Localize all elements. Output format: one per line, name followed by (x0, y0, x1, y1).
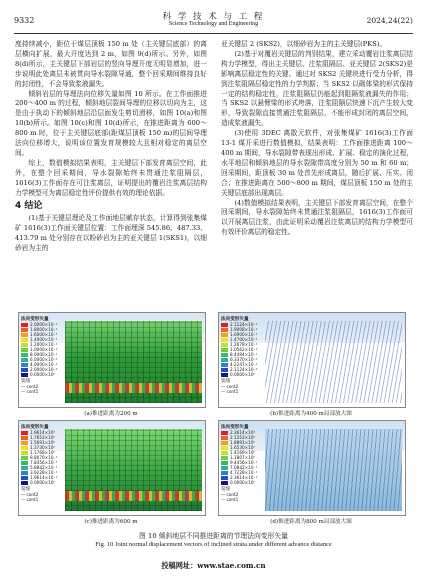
legend-value: 9.4456×10⁻¹ (230, 460, 258, 465)
legend-swatch (21, 456, 28, 460)
legend-note-item: — cont1 (221, 497, 239, 502)
legend-value: 8.4494×10⁻² (230, 352, 258, 357)
legend-swatch (221, 446, 228, 450)
goaf-strip (65, 383, 202, 393)
goaf-strip (65, 491, 202, 501)
page-header (14, 7, 413, 34)
legend (221, 425, 263, 502)
legend-value: 2.1124×10⁻² (230, 367, 258, 372)
legend-swatch (221, 368, 228, 372)
legend-swatch (21, 431, 28, 435)
legend-entry (21, 480, 63, 485)
legend (21, 317, 63, 394)
legend-note-item: — cont2 (221, 384, 239, 389)
legend-value: 1.8000×10⁻¹ (30, 327, 58, 332)
legend-note-item: — cont1 (221, 389, 239, 394)
legend-value: 1.0562×10⁻¹ (230, 347, 258, 352)
legend-value: 2.1124×10⁻¹ (230, 322, 258, 327)
legend (221, 317, 263, 394)
legend-value: 2.0000×10⁻² (30, 367, 58, 372)
legend-swatch (21, 436, 28, 440)
legend-swatch (21, 476, 28, 480)
vector-field (265, 321, 402, 403)
legend-title: 法向变形矢量 (21, 317, 49, 322)
legend-swatch (21, 368, 28, 372)
journal-title: 科 学 技 术 与 工 程 (162, 12, 265, 22)
legend-swatch (221, 476, 228, 480)
legend-value: 1.6900×10⁻¹ (230, 332, 258, 337)
legend-swatch (221, 328, 228, 332)
section-heading: 4 结论 (15, 200, 43, 211)
legend-value: 1.2678×10⁻¹ (230, 342, 258, 347)
legend-value: 1.8891×10⁰ (230, 440, 256, 445)
legend-note: 裂缝 (221, 379, 231, 384)
legend-value: 7.8456×10⁻¹ (30, 460, 58, 465)
figure-caption-en: Fig. 10 Joint normal displacement vectors of inclined strata under different advance distance (95, 541, 332, 548)
paragraph: 综上，数值模拟结果表明，主关键层下部发育离层空间，此外，在整个回采期间，导水裂隙始终未贯通注浆阻隔层，1616(3)工作面存在可注浆离层，证明提出的覆岩注浆离层结构力学模型可为离层稳定性评价提供有效的理论依据。 (15, 158, 207, 197)
legend-swatch (21, 441, 28, 445)
legend-note-item: — cont1 (21, 497, 39, 502)
legend-swatch (221, 323, 228, 327)
legend-value: 1.6530×10⁰ (230, 445, 256, 450)
legend-swatch (221, 363, 228, 367)
legend-value: 4.7228×10⁻¹ (230, 470, 258, 475)
paragraph: 亚关键层 2 (SKS2)，以细砂岩为主的主关键层(PKS)。 (221, 40, 387, 48)
legend-swatch (21, 328, 28, 332)
legend-note-item: — cont1 (21, 389, 39, 394)
legend-title: 法向变形矢量 (221, 317, 249, 322)
legend-swatch (21, 343, 28, 347)
legend-swatch (221, 451, 228, 455)
figure-10 (18, 312, 408, 527)
legend-swatch (21, 363, 28, 367)
legend-value: 4.2247×10⁻² (230, 362, 258, 367)
right-column (221, 40, 413, 238)
left-column (15, 40, 207, 254)
legend-value: 1.4000×10⁻¹ (30, 337, 58, 342)
legend-swatch (221, 333, 228, 337)
legend-value: 0.0000×10⁰ (30, 372, 56, 377)
legend-swatch (21, 471, 28, 475)
legend-value: 8.0000×10⁻² (30, 352, 58, 357)
legend-note-item: — cont2 (21, 492, 39, 497)
legend-value: 2.3614×10⁰ (230, 430, 256, 435)
legend-value: 0.0000×10⁰ (230, 480, 256, 485)
legend-swatch (21, 358, 28, 362)
legend-value: 1.7653×10⁰ (30, 435, 56, 440)
paragraph: (2)基于对覆岩关键层的判别结果，建立采动覆岩注浆离层结构力学模型，得出主关键层、注浆阻隔层、亚关键层 2(SKS2)是影响离层稳定性的关键。通过对 SKS2 关键块进行受力分析，得到注浆阻隔层稳定性的力学判据；当 SKS2 以砌体梁的形式保持一定的结构稳定性，注浆阻隔层仍能起到阻隔浆液漏失的作用；当 SKS2 以悬臂梁的形式垮落，注浆阻隔层快速下沉产生较大变形，导致裂隙直接贯通注浆阻隔层，不能形成封闭的离层空间，造成浆液漏失。 (221, 49, 413, 128)
legend-value: 1.9614×10⁰ (30, 430, 56, 435)
legend-value: 2.1253×10⁰ (230, 435, 256, 440)
legend-value: 1.0000×10⁻¹ (30, 347, 58, 352)
legend-swatch (221, 471, 228, 475)
legend-swatch (221, 373, 228, 377)
issue-info: 2024,24(22) (366, 16, 413, 25)
legend-swatch (221, 466, 228, 470)
legend-value: 0.0000×10⁰ (230, 372, 256, 377)
legend-value: 0.0000×10⁰ (30, 480, 56, 485)
legend-value: 7.0842×10⁻¹ (230, 465, 258, 470)
figure-panel-b (218, 312, 406, 408)
legend-swatch (221, 358, 228, 362)
legend-swatch (221, 481, 228, 485)
legend-swatch (21, 353, 28, 357)
legend-value: 2.0000×10⁻¹ (30, 322, 58, 327)
vector-field (265, 429, 402, 511)
legend-note: 裂缝 (221, 487, 231, 492)
legend-value: 1.6000×10⁻¹ (30, 332, 58, 337)
legend-value: 9.8070×10⁻¹ (30, 455, 58, 460)
legend-swatch (221, 338, 228, 342)
legend-entry (221, 480, 263, 485)
legend-value: 1.1768×10⁰ (30, 450, 56, 455)
page-number: 9332 (14, 16, 35, 25)
legend-swatch (221, 431, 228, 435)
legend-note-item: — cont2 (21, 384, 39, 389)
legend-swatch (21, 338, 28, 342)
legend-swatch (221, 461, 228, 465)
paragraph: (3)使用 3DEC 离散元软件，对张集煤矿 1616(3)工作面 13-1 煤开采进行数值模拟，结果表明：工作面推进距离 100～400 m 期间，导水裂隙带表现出形成、扩展、稳定的演化过程，水平地层和倾斜地层的导水裂隙带高度分别为 50 m 和 60 m；回采期间，距顶板 30 m 处首先形成离层，随后扩展、压实、闭合；在推进距离在 500～800 m 期间，煤层顶板 150 m 处的主关键层底部出现离层。 (221, 129, 413, 197)
figure-panel-a (18, 312, 206, 408)
legend-swatch (221, 456, 228, 460)
figure-panel-c (18, 420, 206, 516)
legend-swatch (21, 348, 28, 352)
legend-swatch (221, 348, 228, 352)
legend-swatch (21, 446, 28, 450)
legend-value: 6.3370×10⁻² (230, 357, 258, 362)
legend-value: 1.5691×10⁰ (30, 440, 56, 445)
legend-value: 1.9008×10⁻¹ (230, 327, 258, 332)
paragraph: 倾斜岩层的导理法向位移矢量如图 10 所示。在工作面推进 200～400 m 的过程，倾斜地层裂间导理的位移以切向为主，这是由于执动下的倾斜地层沿层面发生剪切滑移，如图 10(a)和图 10(b)所示。如图 10(c)和图 10(d)所示，在推进距离为 600～800 m 时，位于主关键层底部(距煤层顶板 150 m)的层间导理法向位移增大，说明该位置发育规模较大且相对稳定的离层空间。 (15, 89, 207, 157)
legend-value: 3.9228×10⁻¹ (30, 470, 58, 475)
legend-swatch (221, 436, 228, 440)
legend-value: 5.8842×10⁻¹ (30, 465, 58, 470)
legend-value: 1.4700×10⁻¹ (230, 337, 258, 342)
legend-value: 1.3730×10⁰ (30, 445, 56, 450)
legend-note: 裂缝 (21, 379, 31, 384)
legend-swatch (21, 333, 28, 337)
panel-caption: (a)推进距离为200 m (84, 411, 138, 417)
legend-entry (21, 372, 63, 377)
legend-swatch (21, 461, 28, 465)
submission-url: 投稿网址：www.stae.com.cn (161, 561, 266, 570)
legend-value: 4.0000×10⁻² (30, 362, 58, 367)
legend-value: 1.4169×10⁰ (230, 450, 256, 455)
figure-panel-d (218, 420, 406, 516)
journal-title-en: Science Technology and Engineering (168, 21, 259, 27)
legend-swatch (21, 323, 28, 327)
legend-swatch (221, 441, 228, 445)
legend-value: 1.9614×10⁻¹ (30, 475, 58, 480)
legend-swatch (21, 451, 28, 455)
legend-swatch (221, 353, 228, 357)
legend (21, 425, 63, 502)
paragraph: (1)基于关键层理论及工作面地层赋存状态，计算得到张集煤矿 1616(3)工作面关键层位置：工作面埋深 545.86、487.33、413.79 m 处分别存在以粉砂岩为主的亚关键层 1(SKS1)，以细砂岩为主的 (15, 214, 207, 253)
paragraph: 度持续减小，距位于煤层顶板 150 m 处（主关键层底部）的离层横向扩展，最大开度达到 2 m，如图 9(d)所示。另外，如图 8(d)所示，主关键层下部岩层的竖向导理开度无明显增加，进一步说明此处离层未被贯向导水裂隙导通，整个回采期间维持良好的封闭性，不会导致浆液漏失。 (15, 40, 207, 88)
legend-title: 法向变形矢量 (221, 425, 249, 430)
panel-caption: (d)推进距离为800 m局部放大图 (270, 519, 352, 525)
legend-swatch (21, 466, 28, 470)
figure-caption: 图 10 倾斜地层不同推进距离的节理法向变形矢量 (139, 532, 288, 540)
legend-swatch (21, 373, 28, 377)
legend-swatch (221, 343, 228, 347)
panel-caption: (c)推进距离为600 m (84, 519, 138, 525)
legend-value: 1.2000×10⁻¹ (30, 342, 58, 347)
paragraph: (4)数值模拟结果表明，主关键层下部发育离层空间，在整个回采期间，导水裂隙始终未贯通注浆阻隔层，1616(3)工作面可以开展离层注浆，由此证明采动覆岩注浆离层的结构力学模型可有效评价离层的稳定性。 (221, 198, 413, 237)
legend-entry (221, 372, 263, 377)
panel-caption: (b)推进距离为400 m局部放大图 (270, 411, 352, 417)
legend-note-item: — cont2 (221, 492, 239, 497)
legend-title: 法向变形矢量 (21, 425, 49, 430)
legend-value: 6.0000×10⁻² (30, 357, 58, 362)
legend-value: 2.3614×10⁻¹ (230, 475, 258, 480)
legend-value: 1.1807×10⁰ (230, 455, 256, 460)
legend-swatch (21, 481, 28, 485)
legend-note: 裂缝 (21, 487, 31, 492)
